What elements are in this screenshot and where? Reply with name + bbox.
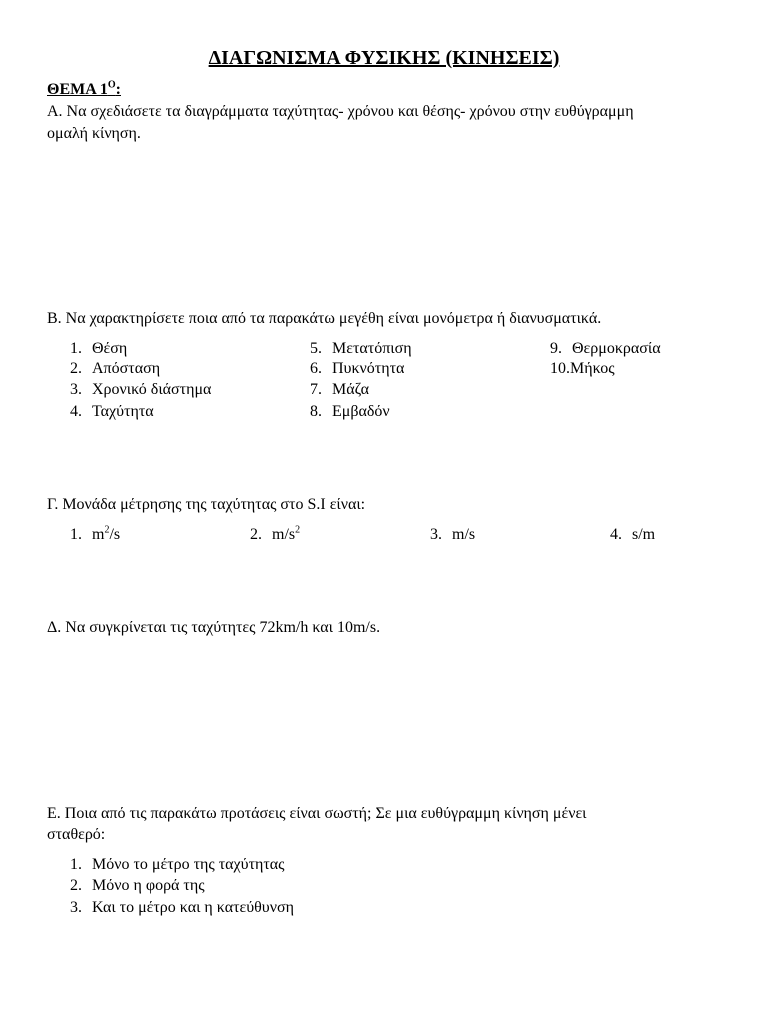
unit-option <box>430 525 475 545</box>
item-text: Θέση <box>92 340 128 357</box>
item-number: 1. <box>70 340 82 357</box>
page-title: ΔΙΑΓΩΝΙΣΜΑ ΦΥΣΙΚΗΣ (ΚΙΝΗΣΕΙΣ) <box>208 47 560 69</box>
unit-option <box>610 525 655 545</box>
item-number: 10. <box>550 360 570 377</box>
item-text: Απόσταση <box>92 360 161 377</box>
section-a-line2: ομαλή κίνηση. <box>47 125 141 142</box>
item-text: Πυκνότητα <box>332 360 405 377</box>
option-unit: s/m <box>632 526 656 543</box>
item-number: 4. <box>70 403 82 420</box>
item-text: Ταχύτητα <box>92 403 154 420</box>
list-item <box>70 855 285 875</box>
unit-option <box>250 525 300 545</box>
list-item <box>550 359 615 379</box>
item-number: 3. <box>70 899 82 916</box>
section-a-line1: Α. Να σχεδιάσετε τα διαγράμματα ταχύτητας- χρόνου και θέσης- χρόνου στην ευθύγραμμη <box>47 103 634 120</box>
theme-colon: : <box>115 81 121 98</box>
option-unit: $m/s^2$ <box>272 524 301 543</box>
item-number: 2. <box>70 360 82 377</box>
option-number: 4. <box>610 526 622 543</box>
item-text: Μάζα <box>332 381 370 398</box>
option-number: 2. <box>250 526 262 543</box>
list-item <box>310 402 390 422</box>
option-number: 3. <box>430 526 442 543</box>
option-unit: $m^2/s$ <box>92 524 121 543</box>
item-text: Χρονικό διάστημα <box>92 381 212 398</box>
item-number: 6. <box>310 360 322 377</box>
item-number: 8. <box>310 403 322 420</box>
item-number: 3. <box>70 381 82 398</box>
section-c-prompt: Γ. Μονάδα μέτρησης της ταχύτητας στο S.I είναι: <box>47 496 366 513</box>
item-text: Μετατόπιση <box>332 340 412 357</box>
section-e-line1: Ε. Ποια από τις παρακάτω προτάσεις είναι σωστή; Σε μια ευθύγραμμη κίνηση μένει <box>47 805 587 822</box>
item-text: Μόνο το μέτρο της ταχύτητας <box>92 856 285 873</box>
section-b-prompt: Β. Να χαρακτηρίσετε ποια από τα παρακάτω μεγέθη είναι μονόμετρα ή διανυσματικά. <box>47 310 602 327</box>
list-item <box>310 359 404 379</box>
item-number: 7. <box>310 381 322 398</box>
item-number: 9. <box>550 340 562 357</box>
list-item <box>70 898 294 918</box>
item-text: Μόνο η φορά της <box>92 877 205 894</box>
item-text: Μήκος <box>570 360 615 377</box>
option-unit: m/s <box>452 526 476 543</box>
item-number: 2. <box>70 877 82 894</box>
list-item <box>550 339 661 359</box>
list-item <box>310 380 369 400</box>
list-item <box>70 339 127 359</box>
item-text: Και το μέτρο και η κατεύθυνση <box>92 899 294 916</box>
section-e-line2: σταθερό: <box>47 826 106 843</box>
list-item <box>70 380 211 400</box>
list-item <box>310 339 412 359</box>
section-d-prompt: Δ. Να συγκρίνεται τις ταχύτητες 72km/h και 10m/s. <box>47 619 381 636</box>
list-item <box>70 876 205 896</box>
theme-label: ΘΕΜΑ 1 <box>47 81 108 98</box>
item-number: 1. <box>70 856 82 873</box>
unit-option <box>70 525 120 545</box>
list-item <box>70 359 160 379</box>
item-number: 5. <box>310 340 322 357</box>
theme-superscript: Ο <box>107 79 116 91</box>
item-text: Θερμοκρασία <box>572 340 661 357</box>
option-number: 1. <box>70 526 82 543</box>
list-item <box>70 402 154 422</box>
item-text: Εμβαδόν <box>332 403 390 420</box>
theme-heading <box>47 80 121 100</box>
